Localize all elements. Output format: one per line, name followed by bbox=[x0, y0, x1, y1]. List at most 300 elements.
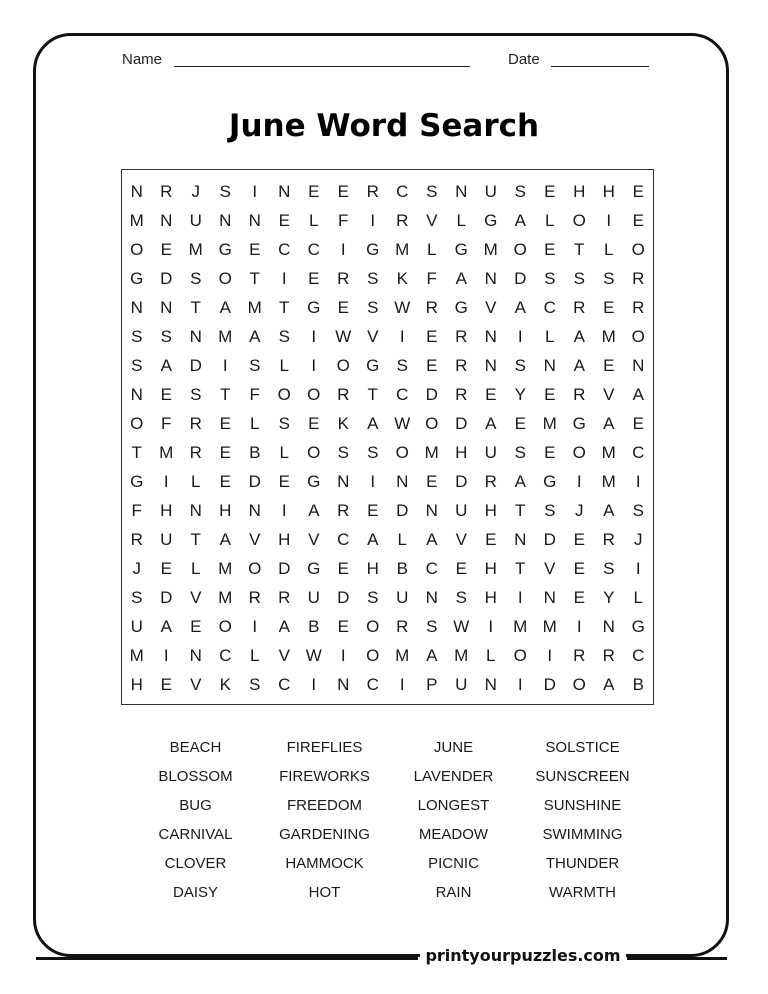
date-field-line bbox=[551, 66, 649, 67]
grid-letter: B bbox=[396, 558, 408, 578]
grid-letter: E bbox=[455, 558, 467, 578]
word-list-item: FIREWORKS bbox=[279, 768, 370, 785]
grid-letter: W bbox=[394, 413, 411, 433]
grid-letter: I bbox=[547, 645, 553, 665]
word-list-item: DAISY bbox=[172, 884, 218, 901]
grid-letter: E bbox=[308, 268, 320, 288]
grid-letter: T bbox=[190, 529, 201, 549]
grid-letter: S bbox=[455, 587, 467, 607]
grid-letter: U bbox=[396, 587, 409, 607]
grid-letter: V bbox=[426, 210, 438, 230]
grid-letter: R bbox=[130, 529, 143, 549]
grid-letter: H bbox=[484, 500, 497, 520]
grid-letter: T bbox=[515, 500, 526, 520]
grid-letter: T bbox=[249, 268, 260, 288]
grid-letter: E bbox=[160, 674, 172, 694]
name-label: Name bbox=[122, 51, 163, 68]
grid-letter: U bbox=[130, 616, 143, 636]
site-brand: printyourpuzzles.com bbox=[420, 946, 626, 965]
grid-letter: O bbox=[307, 384, 321, 404]
grid-letter: R bbox=[337, 384, 350, 404]
grid-letter: V bbox=[367, 326, 379, 346]
grid-letter: M bbox=[218, 558, 233, 578]
name-field-line bbox=[174, 66, 470, 67]
grid-letter: A bbox=[219, 297, 231, 317]
grid-letter: G bbox=[218, 239, 232, 259]
grid-letter: B bbox=[632, 674, 644, 694]
grid-letter: S bbox=[426, 616, 438, 636]
grid-letter: I bbox=[370, 210, 376, 230]
grid-letter: S bbox=[278, 326, 290, 346]
grid-letter: E bbox=[160, 384, 172, 404]
grid-letter: C bbox=[366, 674, 379, 694]
grid-letter: E bbox=[249, 239, 261, 259]
grid-letter: E bbox=[308, 413, 320, 433]
grid-letter: N bbox=[248, 500, 261, 520]
grid-letter: C bbox=[632, 442, 645, 462]
grid-letter: M bbox=[542, 413, 557, 433]
grid-letter: N bbox=[189, 645, 202, 665]
grid-letter: M bbox=[395, 239, 410, 259]
grid-letter: I bbox=[606, 210, 612, 230]
grid-letter: H bbox=[160, 500, 173, 520]
grid-letter: E bbox=[278, 210, 290, 230]
word-list-item: WARMTH bbox=[549, 884, 616, 901]
grid-letter: L bbox=[456, 210, 466, 230]
grid-letter: M bbox=[218, 587, 233, 607]
word-list-item: MEADOW bbox=[418, 826, 489, 843]
grid-letter: I bbox=[576, 471, 582, 491]
grid-letter: N bbox=[455, 181, 468, 201]
date-label: Date bbox=[508, 51, 540, 68]
grid-letter: N bbox=[543, 587, 556, 607]
grid-letter: D bbox=[543, 674, 556, 694]
grid-letter: M bbox=[513, 616, 528, 636]
grid-letter: N bbox=[425, 500, 438, 520]
grid-letter: R bbox=[455, 326, 468, 346]
word-list-item: BEACH bbox=[169, 739, 222, 756]
grid-letter: A bbox=[426, 645, 438, 665]
grid-letter: R bbox=[248, 587, 261, 607]
grid-letter: F bbox=[426, 268, 437, 288]
grid-letter: S bbox=[514, 442, 526, 462]
grid-letter: U bbox=[484, 442, 497, 462]
grid-letter: M bbox=[159, 442, 174, 462]
grid-letter: T bbox=[515, 558, 526, 578]
grid-letter: D bbox=[160, 268, 173, 288]
grid-letter: E bbox=[544, 442, 556, 462]
grid-letter: L bbox=[427, 239, 437, 259]
grid-letter: I bbox=[635, 558, 641, 578]
grid-letter: S bbox=[573, 268, 585, 288]
grid-letter: G bbox=[366, 355, 380, 375]
grid-letter: I bbox=[163, 645, 169, 665]
grid-letter: L bbox=[191, 558, 201, 578]
grid-letter: U bbox=[160, 529, 173, 549]
grid-letter: I bbox=[517, 326, 523, 346]
grid-letter: A bbox=[160, 616, 172, 636]
grid-letter: S bbox=[544, 268, 556, 288]
grid-letter: V bbox=[190, 674, 202, 694]
grid-letter: M bbox=[424, 442, 439, 462]
grid-letter: F bbox=[249, 384, 260, 404]
puzzle-grid-box bbox=[121, 169, 654, 705]
grid-letter: D bbox=[337, 587, 350, 607]
grid-letter: E bbox=[160, 558, 172, 578]
grid-letter: E bbox=[573, 558, 585, 578]
grid-letter: R bbox=[573, 645, 586, 665]
grid-letter: L bbox=[309, 210, 319, 230]
grid-letter: L bbox=[545, 210, 555, 230]
grid-letter: O bbox=[513, 239, 527, 259]
grid-letter: O bbox=[513, 645, 527, 665]
grid-letter: A bbox=[603, 500, 615, 520]
grid-letter: D bbox=[248, 471, 261, 491]
word-list-item: HAMMOCK bbox=[285, 855, 364, 872]
grid-letter: K bbox=[219, 674, 231, 694]
grid-letter: R bbox=[337, 268, 350, 288]
grid-letter: M bbox=[188, 239, 203, 259]
grid-letter: G bbox=[454, 297, 468, 317]
word-list-item: BUG bbox=[179, 797, 212, 814]
grid-letter: A bbox=[603, 674, 615, 694]
grid-letter: K bbox=[396, 268, 408, 288]
grid-letter: E bbox=[160, 239, 172, 259]
grid-letter: D bbox=[455, 413, 468, 433]
grid-letter: A bbox=[367, 529, 379, 549]
word-list-item: GARDENING bbox=[279, 826, 370, 843]
grid-letter: N bbox=[337, 471, 350, 491]
grid-letter: S bbox=[514, 355, 526, 375]
grid-letter: G bbox=[454, 239, 468, 259]
grid-letter: E bbox=[219, 471, 231, 491]
grid-letter: V bbox=[455, 529, 467, 549]
grid-letter: J bbox=[575, 500, 584, 520]
grid-letter: S bbox=[367, 297, 379, 317]
word-list-item: HOT bbox=[308, 884, 341, 901]
grid-letter: N bbox=[484, 268, 497, 288]
grid-letter: U bbox=[484, 181, 497, 201]
grid-letter: S bbox=[544, 500, 556, 520]
grid-letter: S bbox=[131, 326, 143, 346]
footer-rule-right bbox=[627, 957, 727, 960]
grid-letter: M bbox=[542, 616, 557, 636]
grid-letter: R bbox=[160, 181, 173, 201]
grid-letter: H bbox=[130, 674, 143, 694]
grid-letter: O bbox=[218, 268, 232, 288]
grid-letter: V bbox=[603, 384, 615, 404]
grid-letter: N bbox=[189, 500, 202, 520]
grid-letter: O bbox=[572, 442, 586, 462]
grid-letter: G bbox=[130, 471, 144, 491]
grid-letter: S bbox=[367, 587, 379, 607]
grid-letter: I bbox=[252, 616, 258, 636]
grid-letter: O bbox=[631, 239, 645, 259]
grid-letter: E bbox=[337, 616, 349, 636]
grid-letter: I bbox=[517, 587, 523, 607]
grid-letter: M bbox=[218, 326, 233, 346]
grid-letter: H bbox=[219, 500, 232, 520]
grid-letter: K bbox=[337, 413, 349, 433]
word-list-item: SUNSCREEN bbox=[535, 768, 630, 785]
grid-letter: V bbox=[278, 645, 290, 665]
grid-letter: N bbox=[484, 355, 497, 375]
grid-letter: W bbox=[335, 326, 352, 346]
grid-letter: V bbox=[544, 558, 556, 578]
grid-letter: G bbox=[631, 616, 645, 636]
grid-letter: S bbox=[219, 181, 231, 201]
grid-letter: J bbox=[132, 558, 141, 578]
grid-letter: O bbox=[336, 355, 350, 375]
grid-letter: E bbox=[308, 181, 320, 201]
grid-letter: Y bbox=[603, 587, 615, 607]
grid-letter: T bbox=[220, 384, 231, 404]
grid-letter: N bbox=[160, 210, 173, 230]
grid-letter: S bbox=[249, 355, 261, 375]
grid-letter: D bbox=[396, 500, 409, 520]
grid-letter: R bbox=[602, 529, 615, 549]
grid-letter: U bbox=[189, 210, 202, 230]
word-list-item: SWIMMING bbox=[542, 826, 623, 843]
grid-letter: E bbox=[544, 181, 556, 201]
grid-letter: G bbox=[307, 297, 321, 317]
grid-letter: A bbox=[160, 355, 172, 375]
grid-letter: A bbox=[514, 471, 526, 491]
grid-letter: E bbox=[573, 529, 585, 549]
grid-letter: F bbox=[161, 413, 172, 433]
grid-letter: A bbox=[219, 529, 231, 549]
grid-letter: R bbox=[484, 471, 497, 491]
grid-letter: W bbox=[305, 645, 322, 665]
grid-letter: R bbox=[396, 210, 409, 230]
grid-letter: H bbox=[484, 587, 497, 607]
grid-letter: R bbox=[396, 616, 409, 636]
grid-letter: E bbox=[426, 355, 438, 375]
grid-letter: S bbox=[190, 268, 202, 288]
grid-letter: D bbox=[160, 587, 173, 607]
grid-letter: U bbox=[307, 587, 320, 607]
grid-letter: A bbox=[308, 500, 320, 520]
grid-letter: S bbox=[278, 413, 290, 433]
grid-letter: A bbox=[514, 210, 526, 230]
grid-letter: G bbox=[130, 268, 144, 288]
grid-letter: O bbox=[277, 384, 291, 404]
grid-letter: D bbox=[278, 558, 291, 578]
grid-letter: D bbox=[543, 529, 556, 549]
grid-letter: W bbox=[394, 297, 411, 317]
grid-letter: I bbox=[517, 674, 523, 694]
grid-letter: T bbox=[367, 384, 378, 404]
grid-letter: N bbox=[632, 355, 645, 375]
grid-letter: H bbox=[278, 529, 291, 549]
grid-letter: B bbox=[249, 442, 261, 462]
grid-letter: I bbox=[163, 471, 169, 491]
grid-letter: S bbox=[337, 442, 349, 462]
grid-letter: L bbox=[545, 326, 555, 346]
grid-letter: E bbox=[426, 326, 438, 346]
grid-letter: C bbox=[396, 181, 409, 201]
grid-letter: A bbox=[455, 268, 467, 288]
grid-letter: N bbox=[425, 587, 438, 607]
grid-letter: D bbox=[189, 355, 202, 375]
grid-letter: N bbox=[484, 326, 497, 346]
grid-letter: A bbox=[367, 413, 379, 433]
grid-letter: R bbox=[425, 297, 438, 317]
grid-letter: H bbox=[602, 181, 615, 201]
grid-letter: E bbox=[219, 413, 231, 433]
grid-letter: H bbox=[573, 181, 586, 201]
grid-letter: I bbox=[399, 674, 405, 694]
grid-letter: I bbox=[635, 471, 641, 491]
grid-letter: O bbox=[572, 674, 586, 694]
grid-letter: T bbox=[131, 442, 142, 462]
grid-letter: S bbox=[396, 355, 408, 375]
grid-letter: E bbox=[278, 471, 290, 491]
grid-letter: O bbox=[130, 413, 144, 433]
grid-letter: C bbox=[337, 529, 350, 549]
grid-letter: M bbox=[601, 471, 616, 491]
grid-letter: J bbox=[634, 529, 643, 549]
grid-letter: I bbox=[222, 355, 228, 375]
grid-letter: I bbox=[399, 326, 405, 346]
word-list-item: BLOSSOM bbox=[158, 768, 233, 785]
grid-letter: Y bbox=[514, 384, 526, 404]
word-list-item: SUNSHINE bbox=[543, 797, 622, 814]
grid-letter: L bbox=[250, 413, 260, 433]
grid-letter: E bbox=[514, 413, 526, 433]
grid-letter: O bbox=[366, 616, 380, 636]
word-list-item: RAIN bbox=[435, 884, 472, 901]
grid-letter: S bbox=[131, 355, 143, 375]
grid-letter: I bbox=[252, 181, 258, 201]
footer-rule-left bbox=[36, 957, 418, 960]
grid-letter: I bbox=[311, 674, 317, 694]
grid-letter: S bbox=[603, 268, 615, 288]
grid-letter: O bbox=[572, 210, 586, 230]
grid-letter: O bbox=[425, 413, 439, 433]
grid-letter: P bbox=[426, 674, 438, 694]
grid-letter: I bbox=[281, 268, 287, 288]
grid-letter: E bbox=[485, 529, 497, 549]
grid-letter: L bbox=[633, 587, 643, 607]
grid-letter: E bbox=[485, 384, 497, 404]
grid-letter: L bbox=[191, 471, 201, 491]
grid-letter: T bbox=[574, 239, 585, 259]
grid-letter: R bbox=[337, 500, 350, 520]
grid-letter: V bbox=[485, 297, 497, 317]
grid-letter: L bbox=[279, 442, 289, 462]
grid-letter: B bbox=[308, 616, 320, 636]
grid-letter: S bbox=[426, 181, 438, 201]
grid-letter: S bbox=[514, 181, 526, 201]
grid-letter: C bbox=[219, 645, 232, 665]
grid-letter: R bbox=[573, 384, 586, 404]
grid-letter: E bbox=[337, 297, 349, 317]
word-list-item: LONGEST bbox=[417, 797, 490, 814]
grid-letter: V bbox=[249, 529, 261, 549]
grid-letter: S bbox=[190, 384, 202, 404]
word-list-item: JUNE bbox=[433, 739, 474, 756]
grid-letter: E bbox=[367, 500, 379, 520]
grid-letter: H bbox=[455, 442, 468, 462]
grid-letter: A bbox=[573, 326, 585, 346]
grid-letter: U bbox=[455, 674, 468, 694]
word-list-item: THUNDER bbox=[545, 855, 620, 872]
grid-letter: D bbox=[425, 384, 438, 404]
grid-letter: N bbox=[130, 384, 143, 404]
grid-letter: A bbox=[632, 384, 644, 404]
grid-letter: C bbox=[278, 239, 291, 259]
grid-letter: S bbox=[603, 558, 615, 578]
grid-letter: A bbox=[485, 413, 497, 433]
grid-letter: O bbox=[307, 442, 321, 462]
grid-letter: I bbox=[576, 616, 582, 636]
grid-letter: T bbox=[279, 297, 290, 317]
grid-letter: E bbox=[426, 471, 438, 491]
word-list-item: PICNIC bbox=[428, 855, 479, 872]
grid-letter: G bbox=[543, 471, 557, 491]
grid-letter: I bbox=[370, 471, 376, 491]
grid-letter: T bbox=[190, 297, 201, 317]
grid-letter: E bbox=[190, 616, 202, 636]
grid-letter: O bbox=[218, 616, 232, 636]
grid-letter: G bbox=[572, 413, 586, 433]
grid-letter: L bbox=[486, 645, 496, 665]
grid-letter: G bbox=[366, 239, 380, 259]
word-list-item: CARNIVAL bbox=[158, 826, 233, 843]
grid-letter: L bbox=[397, 529, 407, 549]
grid-letter: C bbox=[307, 239, 320, 259]
grid-letter: R bbox=[602, 645, 615, 665]
grid-letter: R bbox=[455, 384, 468, 404]
grid-letter: E bbox=[544, 239, 556, 259]
grid-letter: F bbox=[338, 210, 349, 230]
grid-letter: N bbox=[484, 674, 497, 694]
grid-letter: I bbox=[311, 326, 317, 346]
grid-letter: R bbox=[455, 355, 468, 375]
grid-letter: E bbox=[573, 587, 585, 607]
grid-letter: N bbox=[130, 181, 143, 201]
grid-letter: E bbox=[337, 181, 349, 201]
grid-letter: V bbox=[308, 529, 320, 549]
grid-letter: E bbox=[632, 413, 644, 433]
grid-letter: U bbox=[455, 500, 468, 520]
grid-letter: F bbox=[131, 500, 142, 520]
grid-letter: S bbox=[367, 268, 379, 288]
grid-letter: R bbox=[189, 413, 202, 433]
word-list-item: CLOVER bbox=[164, 855, 227, 872]
grid-letter: C bbox=[543, 297, 556, 317]
grid-letter: N bbox=[514, 529, 527, 549]
grid-letter: A bbox=[426, 529, 438, 549]
grid-letter: J bbox=[191, 181, 200, 201]
grid-letter: E bbox=[219, 442, 231, 462]
grid-letter: N bbox=[219, 210, 232, 230]
grid-letter: G bbox=[307, 471, 321, 491]
grid-letter: A bbox=[249, 326, 261, 346]
grid-letter: C bbox=[632, 645, 645, 665]
grid-letter: R bbox=[366, 181, 379, 201]
grid-letter: M bbox=[129, 645, 144, 665]
grid-letter: M bbox=[247, 297, 262, 317]
grid-letter: I bbox=[488, 616, 494, 636]
grid-letter: O bbox=[130, 239, 144, 259]
grid-letter: N bbox=[130, 297, 143, 317]
grid-letter: M bbox=[483, 239, 498, 259]
grid-letter: N bbox=[543, 355, 556, 375]
grid-letter: O bbox=[366, 645, 380, 665]
grid-letter: D bbox=[514, 268, 527, 288]
